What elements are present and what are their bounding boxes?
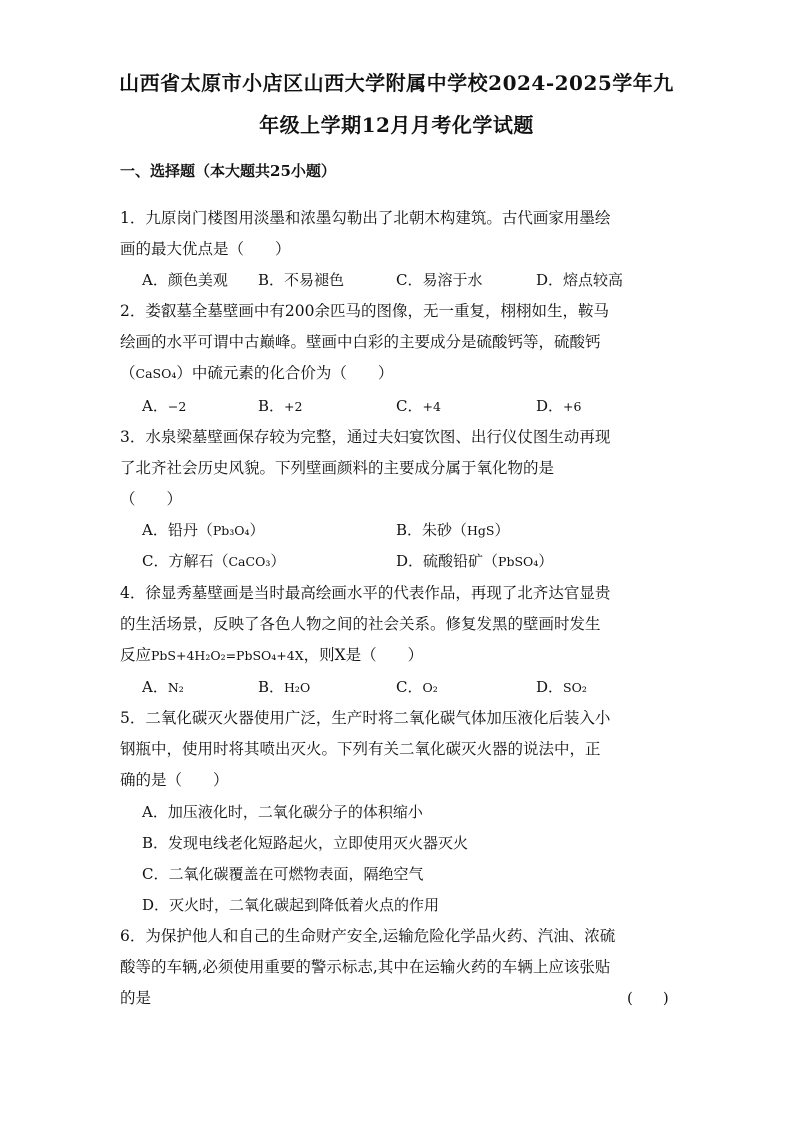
q1-line-1: 1．九原岗门楼图用淡墨和浓墨勾勒出了北朝木构建筑。古代画家用墨绘 bbox=[120, 209, 611, 227]
q4-line-3 bbox=[120, 644, 680, 667]
q4-option-d-label: D． bbox=[536, 678, 564, 696]
q4-option-a-value: N₂ bbox=[167, 680, 184, 695]
q6-answer-paren: ( ) bbox=[627, 989, 669, 1007]
q2-option-a-label: A． bbox=[142, 397, 168, 415]
q5-option-c: C．二氧化碳覆盖在可燃物表面，隔绝空气 bbox=[142, 865, 424, 883]
q1-line-2: 画的最大优点是（ ） bbox=[120, 240, 291, 258]
q3-formula-hgs: HgS bbox=[467, 523, 495, 538]
q3-option-b-text: B．朱砂（ bbox=[396, 521, 468, 539]
q4-option-b-label: B． bbox=[258, 678, 285, 696]
q4-option-c-value: O₂ bbox=[422, 680, 438, 695]
q3-option-a-text: A．铅丹（ bbox=[142, 521, 213, 539]
q3-option-a-close: ） bbox=[249, 521, 265, 539]
q5-option-a: A．加压液化时，二氧化碳分子的体积缩小 bbox=[142, 803, 423, 821]
q3-formula-pb3o4: Pb₃O₄ bbox=[212, 523, 250, 538]
q4-option-b-value: H₂O bbox=[284, 680, 311, 695]
q6-line-2: 酸等的车辆,必须使用重要的警示标志,其中在运输火药的车辆上应该张贴 bbox=[120, 958, 611, 976]
q5-option-d: D．灭火时，二氧化碳起到降低着火点的作用 bbox=[142, 896, 440, 914]
q2-option-d bbox=[536, 395, 581, 418]
q3-option-d-close: ） bbox=[538, 552, 554, 570]
q3-option-c bbox=[142, 550, 285, 573]
q3-formula-caco3: CaCO₃ bbox=[228, 554, 271, 569]
q2-option-c-label: C． bbox=[396, 397, 423, 415]
q3-line-3: （ ） bbox=[120, 490, 183, 508]
q2-option-c bbox=[396, 395, 441, 418]
exam-title-line-2: 年级上学期12月月考化学试题 bbox=[259, 113, 534, 137]
q1-option-d: D．熔点较高 bbox=[536, 271, 624, 289]
q3-option-d-text: D．硫酸铅矿（ bbox=[396, 552, 499, 570]
q2-option-c-value: +4 bbox=[422, 399, 441, 414]
q3-option-d bbox=[396, 550, 553, 573]
q4-option-c bbox=[396, 676, 438, 699]
exam-title-line-1: 山西省太原市小店区山西大学附属中学校2024-2025学年九 bbox=[119, 71, 674, 95]
q4-reaction-equation: PbS+4H₂O₂=PbSO₄+4X bbox=[151, 648, 304, 663]
q2-line-2: 绘画的水平可谓中古巅峰。壁画中白彩的主要成分是硫酸钙等，硫酸钙 bbox=[120, 333, 601, 351]
q2-option-b-label: B． bbox=[258, 397, 285, 415]
q2-option-b bbox=[258, 395, 302, 418]
q4-option-d-value: SO₂ bbox=[563, 680, 587, 695]
q2-formula-caso4: CaSO₄ bbox=[135, 366, 177, 381]
q3-line-2: 了北齐社会历史风貌。下列壁画颜料的主要成分属于氧化物的是 bbox=[120, 459, 555, 477]
q4-line-3-pre: 反应 bbox=[120, 646, 152, 664]
q3-line-1: 3．水泉梁墓壁画保存较为完整，通过夫妇宴饮图、出行仪仗图生动再现 bbox=[120, 428, 611, 446]
section-heading: 一、选择题（本大题共25小题） bbox=[120, 162, 336, 180]
q2-line-1: 2．娄叡墓全墓壁画中有200余匹马的图像，无一重复，栩栩如生，鞍马 bbox=[120, 302, 609, 320]
q1-option-a: A．颜色美观 bbox=[142, 271, 228, 289]
q4-option-d bbox=[536, 676, 587, 699]
q4-option-a bbox=[142, 676, 184, 699]
q2-option-d-value: +6 bbox=[563, 399, 582, 414]
q2-option-b-value: +2 bbox=[284, 399, 303, 414]
q5-line-1: 5．二氧化碳灭火器使用广泛，生产时将二氧化碳气体加压液化后装入小 bbox=[120, 709, 611, 727]
q3-option-c-close: ） bbox=[270, 552, 286, 570]
q3-formula-pbso4: PbSO₄ bbox=[498, 554, 539, 569]
q5-line-2: 钢瓶中，使用时将其喷出灭火。下列有关二氧化碳灭火器的说法中，正 bbox=[120, 740, 601, 758]
q2-option-a bbox=[142, 395, 186, 418]
q1-option-c: C．易溶于水 bbox=[396, 271, 483, 289]
q6-line-3: 的是 bbox=[120, 989, 152, 1007]
q1-option-b: B．不易褪色 bbox=[258, 271, 345, 289]
q3-option-b-close: ） bbox=[494, 521, 510, 539]
q3-option-a bbox=[142, 519, 265, 542]
q4-line-3-rest: ，则X是（ ） bbox=[303, 646, 424, 664]
q2-line-3-open: （ bbox=[120, 364, 136, 382]
q2-option-d-label: D． bbox=[536, 397, 564, 415]
q4-line-1: 4．徐显秀墓壁画是当时最高绘画水平的代表作品，再现了北齐达官显贵 bbox=[120, 584, 611, 602]
q6-line-1: 6．为保护他人和自己的生命财产安全,运输危险化学品火药、汽油、浓硫 bbox=[120, 927, 616, 945]
q2-option-a-value: −2 bbox=[167, 399, 187, 414]
q4-option-a-label: A． bbox=[142, 678, 168, 696]
q4-option-b bbox=[258, 676, 310, 699]
q2-line-3-rest: ）中硫元素的化合价为（ ） bbox=[176, 364, 394, 382]
q4-line-2: 的生活场景，反映了各色人物之间的社会关系。修复发黑的壁画时发生 bbox=[120, 615, 601, 633]
q3-option-c-text: C．方解石（ bbox=[142, 552, 229, 570]
q5-line-3: 确的是（ ） bbox=[120, 771, 229, 789]
q3-option-b bbox=[396, 519, 510, 542]
q4-option-c-label: C． bbox=[396, 678, 423, 696]
q2-line-3 bbox=[120, 362, 680, 385]
q5-option-b: B．发现电线老化短路起火，立即使用灭火器灭火 bbox=[142, 834, 469, 852]
